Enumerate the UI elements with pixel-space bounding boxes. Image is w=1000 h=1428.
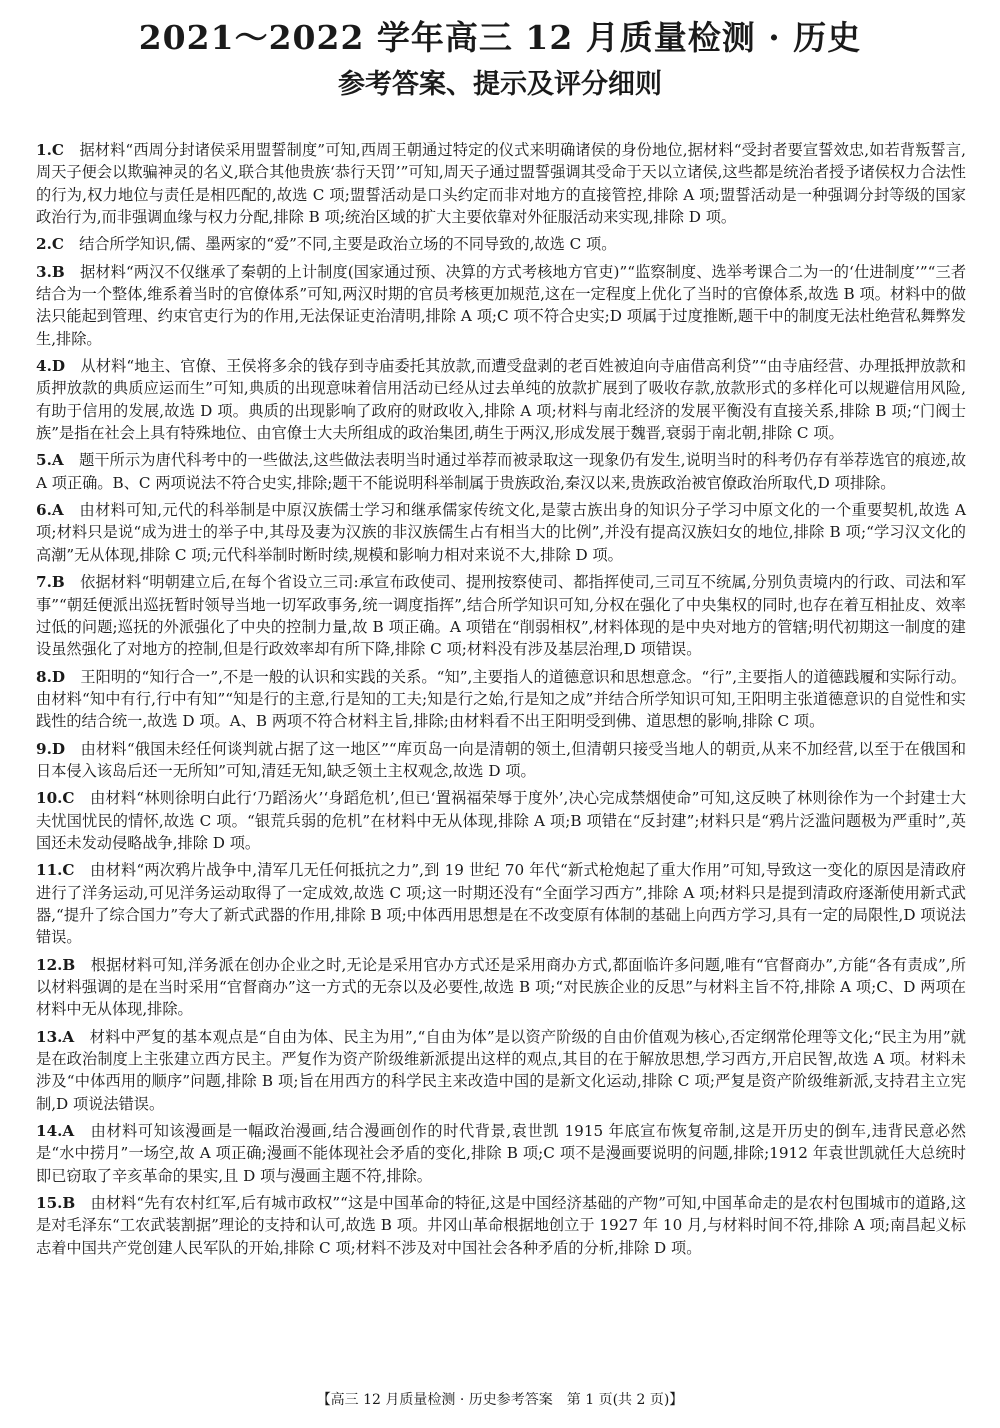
answer-item-15 bbox=[36, 1192, 966, 1259]
answer-item-3 bbox=[36, 261, 966, 351]
answer-text: 由材料“俄国未经任何谈判就占据了这一地区”“库页岛一向是清朝的领土,但清朝只接受当地人的朝贡,从来不加经营,以至于在俄国和日本侵入该岛后还一无所知”可知,清廷无知,缺乏领土主权观念,故选 D 项。 bbox=[36, 739, 967, 780]
answer-item-11 bbox=[36, 859, 966, 949]
answer-number: 7.B bbox=[36, 573, 65, 592]
answer-text: 从材料“地主、官僚、王侯将多余的钱存到寺庙委托其放款,而遭受盘剥的老百姓被迫向寺庙借高利贷”“由寺庙经营、办理抵押放款和质押放款的典质应运而生”可知,典质的出现意味着信用活动已经从过去单纯的放款扩展到了吸收存款,放款形式的多样化可以规避信用风险,有助于信用的发展,故选 D 项。典质的出现影响了政府的财政收入,排除 A 项;材料与南北经济的发展平衡没有直接关系,排除 B 项;“门阀士族”是指在社会上具有特殊地位、由官僚士大夫所组成的政治集团,萌生于两汉,形成发展于魏晋,衰弱于南北朝,排除 C 项。 bbox=[36, 357, 967, 443]
answer-text: 据材料“两汉不仅继承了秦朝的上计制度(国家通过预、决算的方式考核地方官吏)”“监察制度、选举考课合二为一的‘仕进制度’”“三者结合为一个整体,维系着当时的官僚体系”可知,两汉时期的官员考核更加规范,这在一定程度上优化了当时的官僚体系,故选 B 项。材料中的做法只能起到管理、约束官吏行为的作用,无法保证吏治清明,排除 A 项;C 项不符合史实;D 项属于过度推断,题干中的制度无法杜绝营私舞弊发生,排除。 bbox=[36, 262, 967, 348]
answer-item-5 bbox=[36, 449, 966, 494]
answer-text: 由材料可知该漫画是一幅政治漫画,结合漫画创作的时代背景,袁世凯 1915 年底宣布恢复帝制,这是开历史的倒车,违背民意必然是“水中捞月”一场空,故 A 项正确;漫画不能体现社会矛盾的变化,排除 B 项;C 项不是漫画要说明的问题,排除;1912 年袁世凯就任大总统时即已窃取了辛亥革命的果实,且 D 项与漫画主题不符,排除。 bbox=[36, 1122, 966, 1185]
answer-number: 10.C bbox=[36, 789, 75, 808]
answer-text: 由材料“林则徐明白此行‘乃蹈汤火’‘身蹈危机’,但已‘置祸福荣辱于度外’,决心完成禁烟使命”可知,这反映了林则徐作为一个封建士大夫忧国忧民的情怀,故选 C 项。“银荒兵弱的危机”在材料中无从体现,排除 A 项;B 项错在“反封建”;材料只是“鸦片泛滥问题极为严重时”,英国还未发动侵略战争,排除 D 项。 bbox=[36, 789, 967, 852]
answer-item-13 bbox=[36, 1026, 966, 1116]
answer-item-10 bbox=[36, 787, 966, 854]
answer-number: 11.C bbox=[36, 861, 75, 880]
answer-number: 9.D bbox=[36, 739, 66, 758]
answer-number: 5.A bbox=[36, 451, 64, 470]
answer-item-4 bbox=[36, 355, 966, 445]
answer-text: 由材料“两次鸦片战争中,清军几无任何抵抗之力”,到 19 世纪 70 年代“新式枪炮起了重大作用”可知,导致这一变化的原因是清政府进行了洋务运动,可见洋务运动取得了一定成效,故选 C 项;这一时期还没有“全面学习西方”,排除 A 项;材料只是提到清政府逐渐使用新式武器,“提升了综合国力”夸大了新式武器的作用,排除 B 项;中体西用思想是在不改变原有体制的基础上向西方学习,具有一定的局限性,D 项说法错误。 bbox=[36, 861, 966, 947]
answer-item-1 bbox=[36, 139, 966, 229]
answer-number: 14.A bbox=[36, 1122, 75, 1141]
answer-text: 由材料“先有农村红军,后有城市政权”“这是中国革命的特征,这是中国经济基础的产物”可知,中国革命走的是农村包围城市的道路,这是对毛泽东“工农武装割据”理论的支持和认可,故选 B 项。井冈山革命根据地创立于 1927 年 10 月,与材料时间不符,排除 A 项;南昌起义标志着中国共产党创建人民军队的开始,排除 C 项;材料不涉及对中国社会各种矛盾的分析,排除 D 项。 bbox=[36, 1194, 967, 1257]
answer-number: 2.C bbox=[36, 235, 64, 254]
answer-text: 根据材料可知,洋务派在创办企业之时,无论是采用官办方式还是采用商办方式,都面临许多问题,唯有“官督商办”,方能“各有责成”,所以材料强调的是在当时采用“官督商办”这一方式的无奈以及必要性,故选 B 项;“对民族企业的反思”与材料主旨不符,排除 A 项;C、D 两项在材料中无从体现,排除。 bbox=[36, 955, 966, 1019]
answer-list bbox=[36, 139, 966, 1264]
answer-number: 13.A bbox=[36, 1027, 75, 1046]
answer-item-7 bbox=[36, 571, 966, 661]
page-title: 2021～2022 学年高三 12 月质量检测 · 历史 bbox=[138, 18, 862, 57]
footer-title: 【高三 12 月质量检测 · 历史参考答案 bbox=[316, 1392, 553, 1408]
answer-number: 4.D bbox=[36, 357, 66, 376]
answer-item-12 bbox=[36, 954, 966, 1021]
answer-item-14 bbox=[36, 1120, 966, 1187]
answer-text: 王阳明的“知行合一”,不是一般的认识和实践的关系。“知”,主要指人的道德意识和思想意念。“行”,主要指人的道德践履和实际行动。由材料“知中有行,行中有知”“知是行的主意,行是知的工夫;知是行之始,行是知之成”并结合所学知识可知,王阳明主张道德意识的自觉性和实践性的结合统一,故选 D 项。A、B 两项不符合材料主旨,排除;由材料看不出王阳明受到佛、道思想的影响,排除 C 项。 bbox=[36, 667, 966, 731]
answer-text: 材料中严复的基本观点是“自由为体、民主为用”,“自由为体”是以资产阶级的自由价值观为核心,否定纲常伦理等文化;“民主为用”就是在政治制度上主张建立西方民主。严复作为资产阶级维新派提出这样的观点,其目的在于解放思想,学习西方,开启民智,故选 A 项。材料未涉及“中体西用的顺序”问题,排除 B 项;旨在用西方的科学民主来改造中国的是新文化运动,排除 C 项;严复是资产阶级维新派,支持君主立宪制,D 项说法错误。 bbox=[36, 1027, 966, 1113]
page-number: 第 1 页(共 2 页)】 bbox=[566, 1392, 684, 1408]
answer-number: 1.C bbox=[36, 141, 64, 159]
answer-text: 据材料“西周分封诸侯采用盟誓制度”可知,西周王朝通过特定的仪式来明确诸侯的身份地位,据材料“受封者要宣誓效忠,如若背叛誓言,周天子便会以欺骗神灵的名义,联合其他贵族‘恭行天罚’”可知,周天子通过盟誓强调其受命于天以立诸侯,这些都是统治者授予诸侯权力合法性的行为,权力地位与责任是相匹配的,故选 C 项;盟誓活动是口头约定而非对地方的直接管控,排除 A 项;盟誓活动是一种强调分封等级的国家政治行为,而非强调血缘与权力分配,排除 B 项;统治区域的扩大主要依靠对外征服活动来实现,排除 D 项。 bbox=[36, 141, 967, 227]
answer-number: 6.A bbox=[36, 501, 64, 520]
answer-text: 由材料可知,元代的科举制是中原汉族儒士学习和继承儒家传统文化,是蒙古族出身的知识分子学习中原文化的一个重要契机,故选 A 项;材料只是说“成为进士的举子中,其母及妻为汉族的非汉族儒生占有相当大的比例”,并没有提高汉族妇女的地位,排除 B 项;“学习汉文化的高潮”无从体现,排除 C 项;元代科举制时断时续,规模和影响力相对来说不大,排除 D 项。 bbox=[36, 501, 967, 564]
answer-number: 12.B bbox=[36, 955, 76, 974]
answer-number: 3.B bbox=[36, 262, 65, 281]
page-footer bbox=[0, 1389, 1000, 1409]
answer-item-8 bbox=[36, 666, 966, 733]
answer-number: 15.B bbox=[36, 1194, 76, 1213]
page-subtitle: 参考答案、提示及评分细则 bbox=[338, 69, 662, 100]
answer-text: 题干所示为唐代科考中的一些做法,这些做法表明当时通过举荐而被录取这一现象仍有发生,说明当时的科考仍存有举荐选官的痕迹,故 A 项正确。B、C 两项说法不符合史实,排除;题干不能说明科举制属于贵族政治,秦汉以来,贵族政治被官僚政治所取代,D 项排除。 bbox=[36, 451, 967, 492]
answer-item-9 bbox=[36, 738, 966, 783]
answer-item-6 bbox=[36, 499, 966, 566]
answer-number: 8.D bbox=[36, 667, 66, 686]
answer-text: 依据材料“明朝建立后,在每个省设立三司:承宣布政使司、提刑按察使司、都指挥使司,三司互不统属,分别负责境内的行政、司法和军事”“朝廷便派出巡抚暂时领导当地一切军政事务,统一调度指挥”,结合所学知识可知,分权在强化了中央集权的同时,也存在着互相扯皮、效率过低的问题;巡抚的外派强化了中央的控制力量,故 B 项正确。A 项错在“削弱相权”,材料体现的是中央对地方的管辖;明代初期这一制度的建设虽然强化了对地方的控制,但是行政效率却有所下降,排除 C 项;材料没有涉及基层治理,D 项错误。 bbox=[36, 573, 966, 659]
answer-text: 结合所学知识,儒、墨两家的“爱”不同,主要是政治立场的不同导致的,故选 C 项。 bbox=[79, 235, 617, 254]
answer-item-2 bbox=[36, 233, 966, 255]
